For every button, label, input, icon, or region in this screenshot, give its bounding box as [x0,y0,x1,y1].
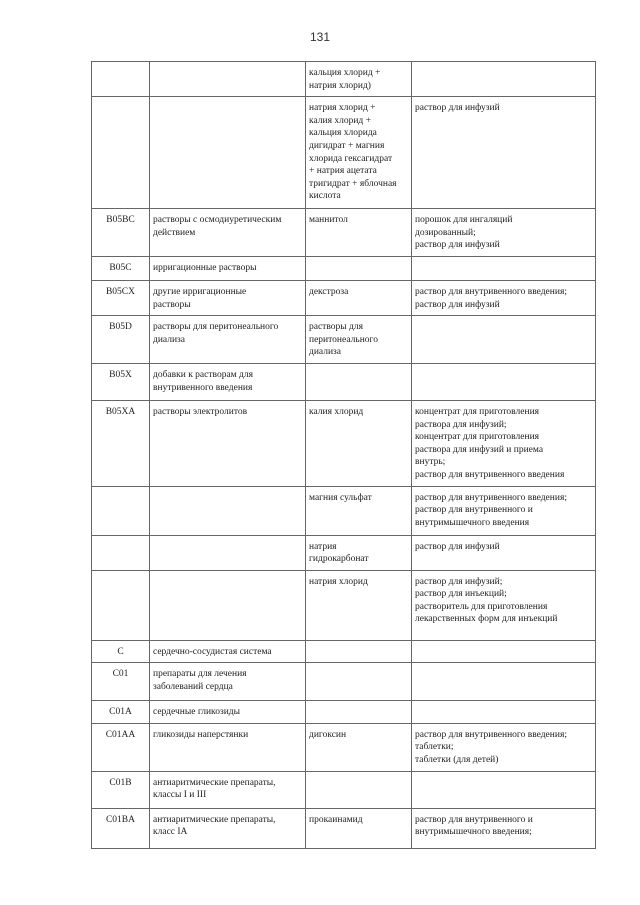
atc-code [92,97,150,209]
substance-name: натрия хлорид [306,570,412,640]
atc-code: B05D [92,316,150,364]
table-row [92,640,596,663]
group-name [150,570,306,640]
dosage-form: раствор для внутривенного введения; таблетки; таблетки (для детей) [412,723,596,771]
dosage-form [412,701,596,724]
table-row [92,663,596,701]
dosage-form: порошок для ингаляций дозированный; раствор для инфузий [412,209,596,257]
substance-name: магния сульфат [306,486,412,535]
atc-code [92,570,150,640]
table-row [92,256,596,280]
dosage-form [412,316,596,364]
substance-name: растворы для перитонеального диализа [306,316,412,364]
table-row [92,363,596,400]
dosage-form [412,363,596,400]
group-name: препараты для лечения заболеваний сердца [150,663,306,701]
dosage-form [412,663,596,701]
atc-code [92,62,150,97]
dosage-form: раствор для внутривенного и внутримышечного введения; [412,808,596,848]
group-name: антиаритмические препараты, классы I и III [150,771,306,808]
atc-code: B05XA [92,400,150,486]
table-row [92,97,596,209]
table-row [92,486,596,535]
atc-code: C01A [92,701,150,724]
group-name: растворы электролитов [150,400,306,486]
table-row [92,280,596,315]
atc-code: C01 [92,663,150,701]
substance-name: кальция хлорид + натрия хлорид) [306,62,412,97]
dosage-form: раствор для внутривенного введения; раствор для внутривенного и внутримышечного введения [412,486,596,535]
dosage-form: концентрат для приготовления раствора для инфузий; концентрат для приготовления раствора для инфузий и приема внутрь; раствор для внутривенного введения [412,400,596,486]
atc-code: C01B [92,771,150,808]
dosage-form: раствор для инфузий [412,535,596,570]
group-name: сердечные гликозиды [150,701,306,724]
table-row [92,209,596,257]
substance-name [306,640,412,663]
atc-code: C01AA [92,723,150,771]
group-name: добавки к растворам для внутривенного введения [150,363,306,400]
dosage-form: раствор для инфузий; раствор для инъекций; растворитель для приготовления лекарственных форм для инъекций [412,570,596,640]
atc-code: B05C [92,256,150,280]
dosage-form: раствор для инфузий [412,97,596,209]
group-name [150,62,306,97]
page-number: 131 [309,30,331,44]
dosage-form: раствор для внутривенного введения; раствор для инфузий [412,280,596,315]
dosage-form [412,640,596,663]
substance-name [306,701,412,724]
group-name: ирригационные растворы [150,256,306,280]
drug-table [91,61,596,849]
atc-code: B05CX [92,280,150,315]
atc-code: B05X [92,363,150,400]
table-row [92,62,596,97]
group-name: растворы с осмодиуретическим действием [150,209,306,257]
table-row [92,535,596,570]
substance-name [306,663,412,701]
group-name: гликозиды наперстянки [150,723,306,771]
substance-name [306,256,412,280]
substance-name: натрия гидрокарбонат [306,535,412,570]
table-row [92,701,596,724]
substance-name: калия хлорид [306,400,412,486]
substance-name [306,771,412,808]
table-row [92,570,596,640]
dosage-form [412,256,596,280]
substance-name: дигоксин [306,723,412,771]
substance-name [306,363,412,400]
dosage-form [412,62,596,97]
atc-code [92,486,150,535]
dosage-form [412,771,596,808]
atc-code [92,535,150,570]
group-name: сердечно-сосудистая система [150,640,306,663]
group-name [150,486,306,535]
table-row [92,316,596,364]
table-row [92,400,596,486]
group-name: антиаритмические препараты, класс IA [150,808,306,848]
table-row [92,723,596,771]
atc-code: C [92,640,150,663]
substance-name: маннитол [306,209,412,257]
group-name: растворы для перитонеального диализа [150,316,306,364]
substance-name: декстроза [306,280,412,315]
atc-code: B05BC [92,209,150,257]
table-row [92,771,596,808]
table-row [92,808,596,848]
substance-name: прокаинамид [306,808,412,848]
group-name [150,535,306,570]
group-name: другие ирригационные растворы [150,280,306,315]
group-name [150,97,306,209]
substance-name: натрия хлорид + калия хлорид + кальция хлорида дигидрат + магния хлорида гексагидрат + натрия ацетата тригидрат + яблочная кислота [306,97,412,209]
atc-code: C01BA [92,808,150,848]
